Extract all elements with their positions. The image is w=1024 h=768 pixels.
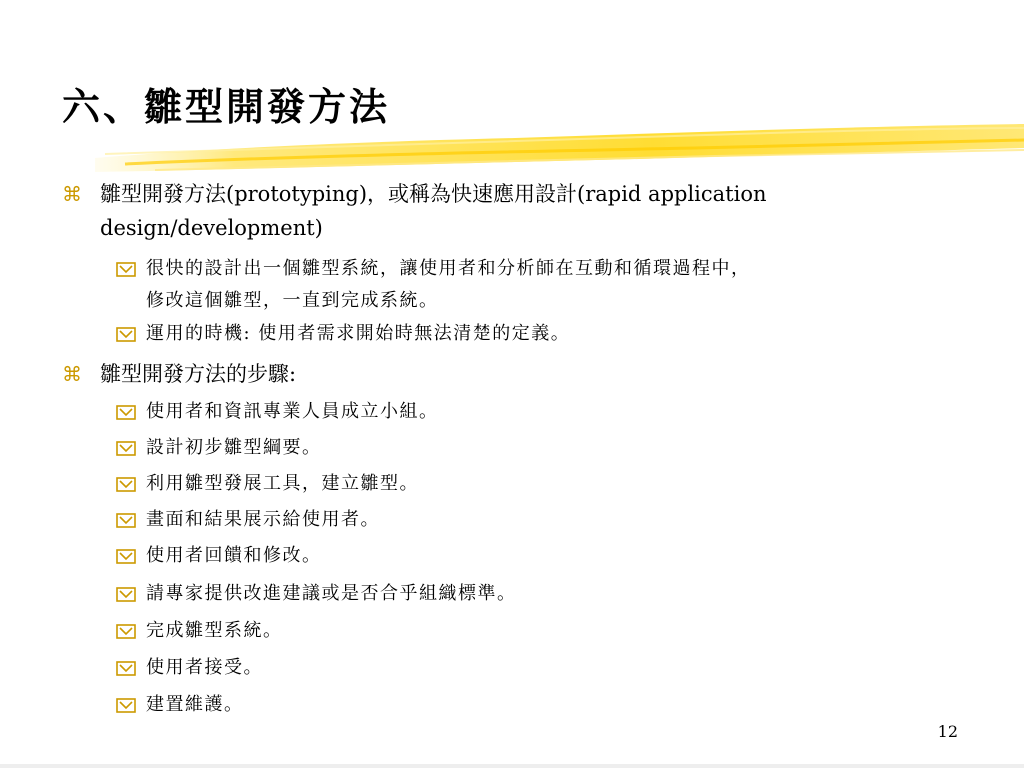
step-text: 請專家提供改進建議或是否合乎組織標準。	[146, 583, 517, 604]
step-text: 利用雛型發展工具，建立雛型。	[146, 473, 419, 494]
checkbox-icon	[116, 441, 136, 456]
sub-bullet-text: 運用的時機: 使用者需求開始時無法清楚的定義。	[146, 323, 571, 344]
checkbox-icon	[116, 405, 136, 420]
checkbox-icon	[116, 513, 136, 528]
checkbox-icon	[116, 327, 136, 342]
checkbox-icon	[116, 624, 136, 639]
checkbox-icon	[116, 549, 136, 564]
checkbox-icon	[116, 661, 136, 676]
footer-divider	[0, 764, 1024, 768]
bullet-text: 雛型開發方法的步驟:	[100, 362, 297, 386]
step-text: 使用者回饋和修改。	[146, 545, 322, 566]
step-text: 畫面和結果展示給使用者。	[146, 509, 380, 530]
step-text: 使用者接受。	[146, 657, 263, 678]
step-text: 設計初步雛型綱要。	[146, 437, 322, 458]
step-text: 建置維護。	[146, 694, 244, 715]
bullet-text: 雛型開發方法(prototyping)，或稱為快速應用設計(rapid application design/development)	[100, 182, 767, 240]
slide-title: 六、雛型開發方法	[62, 84, 391, 129]
checkbox-icon	[116, 477, 136, 492]
page-number: 12	[937, 722, 958, 741]
sub-bullet-text: 很快的設計出一個雛型系統，讓使用者和分析師在互動和循環過程中， 修改這個雛型，一直到完成系統。	[146, 258, 751, 311]
step-text: 完成雛型系統。	[146, 620, 283, 641]
z-bullet-icon: ⌘	[62, 362, 82, 386]
z-bullet-icon: ⌘	[62, 182, 82, 206]
checkbox-icon	[116, 698, 136, 713]
checkbox-icon	[116, 262, 136, 277]
step-text: 使用者和資訊專業人員成立小組。	[146, 401, 439, 422]
checkbox-icon	[116, 587, 136, 602]
